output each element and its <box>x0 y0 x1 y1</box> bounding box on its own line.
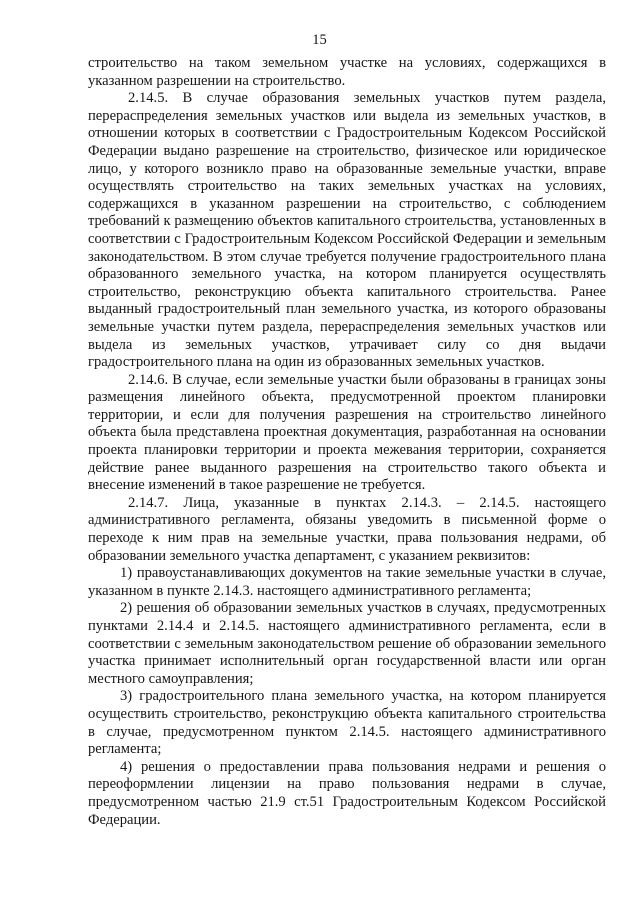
document-body <box>88 55 606 829</box>
page-number: 15 <box>312 32 327 48</box>
list-item-1: 1) правоустанавливающих документов на такие земельные участки в случае, указанном в пункте 2.14.3. настоящего административного регламента; <box>88 565 606 599</box>
list-item-2: 2) решения об образовании земельных участков в случаях, предусмотренных пунктами 2.14.4 и 2.14.5. настоящего административного регламента, если в соответствии с земельным законодательством решение об образовании земельного участка принимает исполнительный орган государственной власти или орган местного самоуправления; <box>88 600 606 687</box>
paragraph-2-14-5: 2.14.5. В случае образования земельных участков путем раздела, перераспределения земельных участков или выдела из земельных участков, в отношении которых в соответствии с Градостроительным Кодексом Российской Федерации выдано разрешение на строительство, физическое или юридическое лицо, у которого возникло право на образованные земельные участки, вправе осуществлять строительство на таких земельных участках на условиях, содержащихся в указанном разрешении на строительство, с соблюдением требований к размещению объектов капитального строительства, установленных в соответствии с Градостроительным Кодексом Российской Федерации и земельным законодательством. В этом случае требуется получение градостроительного плана образованного земельного участка, на котором планируется осуществлять строительство, реконструкцию объекта капитального строительства. Ранее выданный градостроительный план земельного участка, из которого образованы земельные участки путем раздела, перераспределения земельных участков или выдела из земельных участков, утрачивает силу со дня выдачи градостроительного плана на один из образованных земельных участков. <box>88 90 606 371</box>
paragraph-continuation: строительство на таком земельном участке на условиях, содержащихся в указанном разрешении на строительство. <box>88 55 606 89</box>
paragraph-2-14-7: 2.14.7. Лица, указанные в пунктах 2.14.3. – 2.14.5. настоящего административного регламента, обязаны уведомить в письменной форме о переходе к ним прав на земельные участки, права пользования недрами, об образовании земельного участка департамент, с указанием реквизитов: <box>88 494 606 564</box>
paragraph-2-14-6: 2.14.6. В случае, если земельные участки были образованы в границах зоны размещения линейного объекта, предусмотренной проектом планировки территории, и если для получения разрешения на строительство линейного объекта была представлена проектная документация, разработанная на основании проекта планировки территории и проекта межевания территории, сохраняется действие ранее выданного разрешения на строительство такого объекта и внесение изменений в такое разрешение не требуется. <box>88 371 606 494</box>
list-item-4: 4) решения о предоставлении права пользования недрами и решения о переоформлении лицензии на право пользования недрами в случае, предусмотренном частью 21.9 ст.51 Градостроительным Кодексом Российской Федерации. <box>88 758 606 828</box>
list-item-3: 3) градостроительного плана земельного участка, на котором планируется осуществить строительство, реконструкцию объекта капитального строительства в случае, предусмотренном пунктом 2.14.5. настоящего административного регламента; <box>88 688 606 758</box>
